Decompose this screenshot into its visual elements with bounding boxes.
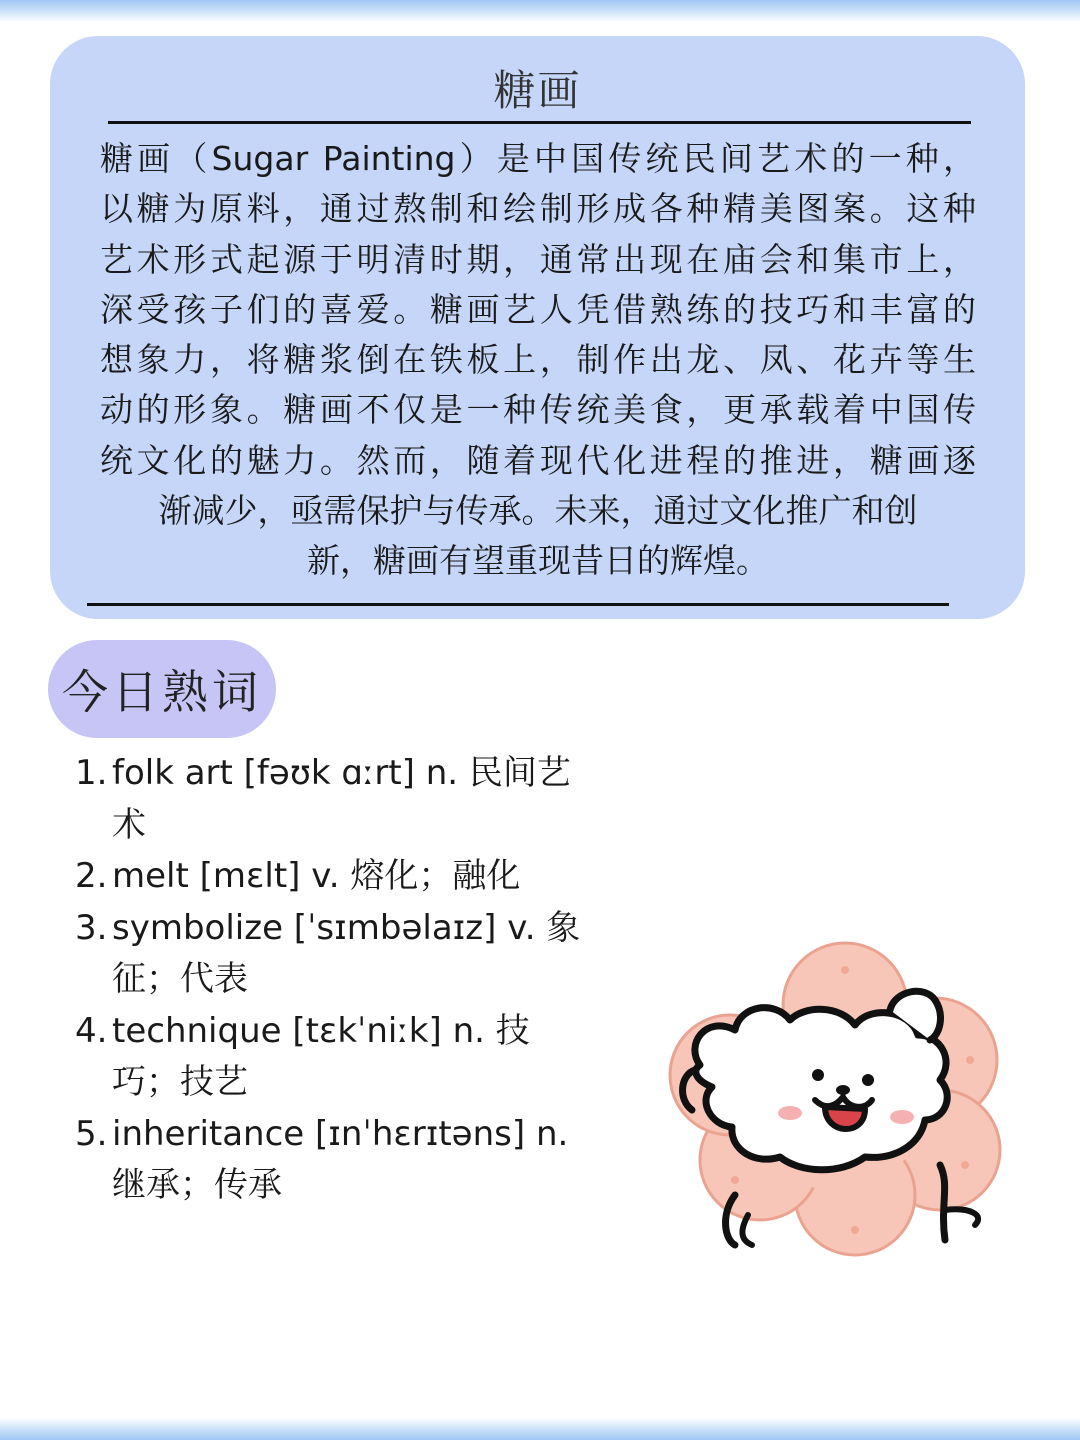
paragraph-line: 艺术形式起源于明清时期，通常出现在庙会和集市上，	[100, 239, 976, 279]
vocab-item	[75, 851, 615, 903]
vocab-section-badge	[48, 640, 276, 738]
vocab-text: 征；代表	[112, 959, 248, 999]
vocab-item	[75, 903, 615, 1006]
vocab-text: inheritance [ɪnˈhɛrɪtəns] n.	[112, 1113, 569, 1154]
paragraph-line: 渐减少，亟需保护与传承。未来，通过文化推广和创	[158, 491, 918, 531]
title-divider	[108, 121, 971, 124]
paragraph-line: 统文化的魅力。然而，随着现代化进程的推进，糖画逐	[100, 440, 976, 480]
vocab-section-title: 今日熟词	[62, 665, 262, 719]
vocab-number: 3.	[75, 907, 108, 948]
intro-card	[50, 36, 1025, 619]
bottom-divider	[87, 603, 949, 606]
paragraph-line: 动的形象。糖画不仅是一种传统美食，更承载着中国传	[100, 390, 976, 430]
vocab-item	[75, 1109, 615, 1212]
card-title: 糖画	[493, 66, 582, 115]
vocab-list	[75, 748, 615, 1212]
vocab-text: 巧；技艺	[112, 1062, 248, 1102]
vocab-text: 继承；传承	[112, 1165, 282, 1205]
puppy-in-flower-icon	[640, 895, 1030, 1280]
vocab-number: 2.	[75, 856, 108, 896]
bottom-gradient-band	[0, 1418, 1080, 1440]
vocab-text: symbolize [ˈsɪmbəlaɪz] v. 象	[112, 907, 581, 948]
top-gradient-band	[0, 0, 1080, 22]
vocab-text: technique [tɛkˈniːk] n. 技	[112, 1010, 530, 1051]
intro-paragraph	[100, 134, 976, 587]
vocab-number: 1.	[75, 753, 108, 793]
vocab-item	[75, 1006, 615, 1109]
vocab-number: 4.	[75, 1010, 108, 1051]
paragraph-line: 糖画（Sugar Painting）是中国传统民间艺术的一种，	[100, 139, 976, 178]
paragraph-line: 新，糖画有望重现昔日的辉煌。	[307, 541, 769, 581]
paragraph-line: 想象力，将糖浆倒在铁板上，制作出龙、凤、花卉等生	[100, 340, 976, 380]
vocab-number: 5.	[75, 1113, 108, 1154]
vocab-text: 术	[112, 804, 146, 845]
paragraph-line: 以糖为原料，通过熬制和绘制形成各种精美图案。这种	[100, 189, 976, 229]
vocab-item	[75, 748, 615, 851]
vocab-text: folk art [fəʊk ɑːrt] n. 民间艺	[112, 753, 571, 793]
paragraph-line: 深受孩子们的喜爱。糖画艺人凭借熟练的技巧和丰富的	[100, 289, 976, 329]
vocab-text: melt [mɛlt] v. 熔化；融化	[112, 856, 521, 896]
